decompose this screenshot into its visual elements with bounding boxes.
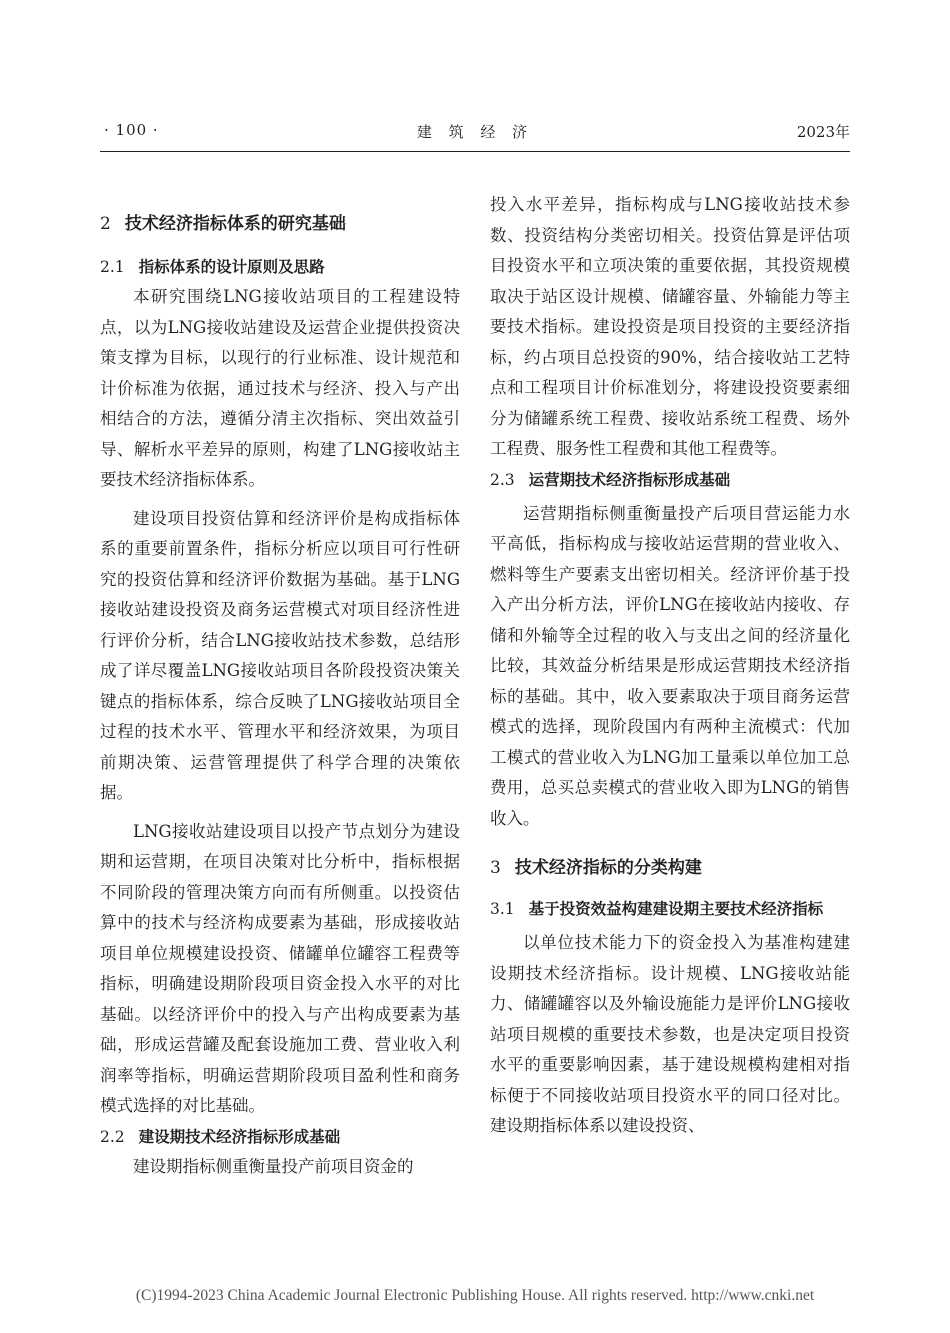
subsection-number: 2.2 xyxy=(100,1127,125,1146)
paragraph: 运营期指标侧重衡量投产后项目营运能力水平高低，指标构成与接收站运营期的营业收入、燃料等生产要素支出密切相关。经济评价基于投入产出分析方法，评价LNG在接收站内接收、存储和外输等全过程的收入与支出之间的经济量化比较，其效益分析结果是形成运营期技术经济指标的基础。其中，收入要素取决于项目商务运营模式的选择，现阶段国内有两种主流模式：代加工模式的营业收入为LNG加工量乘以单位加工总费用，总买总卖模式的营业收入即为LNG的销售收入。 xyxy=(490,503,850,828)
subsection-title: 基于投资效益构建建设期主要技术经济指标 xyxy=(528,900,824,918)
journal-title: 建 筑 经 济 xyxy=(416,123,534,141)
subsection-number: 2.3 xyxy=(490,470,515,489)
subsection-heading-2-2 xyxy=(100,1122,460,1152)
subsection-heading-3-1 xyxy=(490,894,850,924)
subsection-number: 3.1 xyxy=(490,900,515,918)
paragraph: LNG接收站建设项目以投产节点划分为建设期和运营期，在项目决策对比分析中，指标根据不同阶段的管理决策方向而有所侧重。以投资估算中的技术与经济构成要素为基础，形成接收站项目单位规模建设投资、储罐单位罐容工程费等指标，明确建设期阶段项目资金投入水平的对比基础。以经济评价中的投入与产出构成要素为基础，形成运营罐及配套设施加工费、营业收入利润率等指标，明确运营期阶段项目盈利性和商务模式选择的对比基础。 xyxy=(100,821,460,1115)
paragraph: 建设期指标侧重衡量投产前项目资金的 xyxy=(133,1156,414,1176)
publication-year: 2023年 xyxy=(796,123,850,141)
paragraph: 本研究围绕LNG接收站项目的工程建设特点，以为LNG接收站建设及运营企业提供投资决策支撑为目标，以现行的行业标准、设计规范和计价标准为依据，通过技术与经济、投入与产出相结合的方法，遵循分清主次指标、突出效益引导、解析水平差异的原则，构建了LNG接收站主要技术经济指标体系。 xyxy=(100,287,460,489)
left-column xyxy=(100,190,460,1182)
subsection-title: 建设期技术经济指标形成基础 xyxy=(138,1127,341,1146)
subsection-heading-2-1 xyxy=(100,252,460,282)
page-number: · 100 · xyxy=(104,121,159,139)
page-header xyxy=(0,0,950,160)
copyright-footer: (C)1994-2023 China Academic Journal Electronic Publishing House. All rights reserved. http://www.cnki.net xyxy=(135,1287,815,1304)
right-column xyxy=(490,190,850,1142)
paragraph: 建设项目投资估算和经济评价是构成指标体系的重要前置条件，指标分析应以项目可行性研究的投资估算和经济评价数据为基础。基于LNG接收站建设投资及商务运营模式对项目经济性进行评价分析，结合LNG接收站技术参数，总结形成了详尽覆盖LNG接收站项目各阶段投资决策关键点的指标体系，综合反映了LNG接收站项目全过程的技术水平、管理水平和经济效果，为项目前期决策、运营管理提供了科学合理的决策依据。 xyxy=(100,508,460,802)
subsection-title: 指标体系的设计原则及思路 xyxy=(138,258,325,276)
subsection-title: 运营期技术经济指标形成基础 xyxy=(528,470,731,489)
section-title: 技术经济指标体系的研究基础 xyxy=(124,214,346,234)
subsection-heading-2-3 xyxy=(490,465,850,495)
paragraph: 以单位技术能力下的资金投入为基准构建建设期技术经济指标。设计规模、LNG接收站能力、储罐罐容以及外输设施能力是评价LNG接收站项目规模的重要技术参数，也是决定项目投资水平的重要影响因素，基于建设规模构建相对指标便于不同接收站项目投资水平的同口径对比。建设期指标体系以建设投资、 xyxy=(490,933,850,1135)
section-number: 3 xyxy=(490,858,501,878)
section-number: 2 xyxy=(100,214,111,234)
section-title: 技术经济指标的分类构建 xyxy=(514,858,702,878)
section-heading-3 xyxy=(490,854,850,882)
paragraph-continued: 投入水平差异，指标构成与LNG接收站技术参数、投资结构分类密切相关。投资估算是评估项目投资水平和立项决策的重要依据，其投资规模取决于站区设计规模、储罐容量、外输能力等主要技术指标。建设投资是项目投资的主要经济指标，约占项目总投资的90%，结合接收站工艺特点和工程项目计价标准划分，将建设投资要素细分为储罐系统工程费、接收站系统工程费、场外工程费、服务性工程费和其他工程费等。 xyxy=(490,195,850,458)
subsection-number: 2.1 xyxy=(100,258,125,276)
section-heading-2 xyxy=(100,210,460,238)
header-divider xyxy=(100,151,850,152)
